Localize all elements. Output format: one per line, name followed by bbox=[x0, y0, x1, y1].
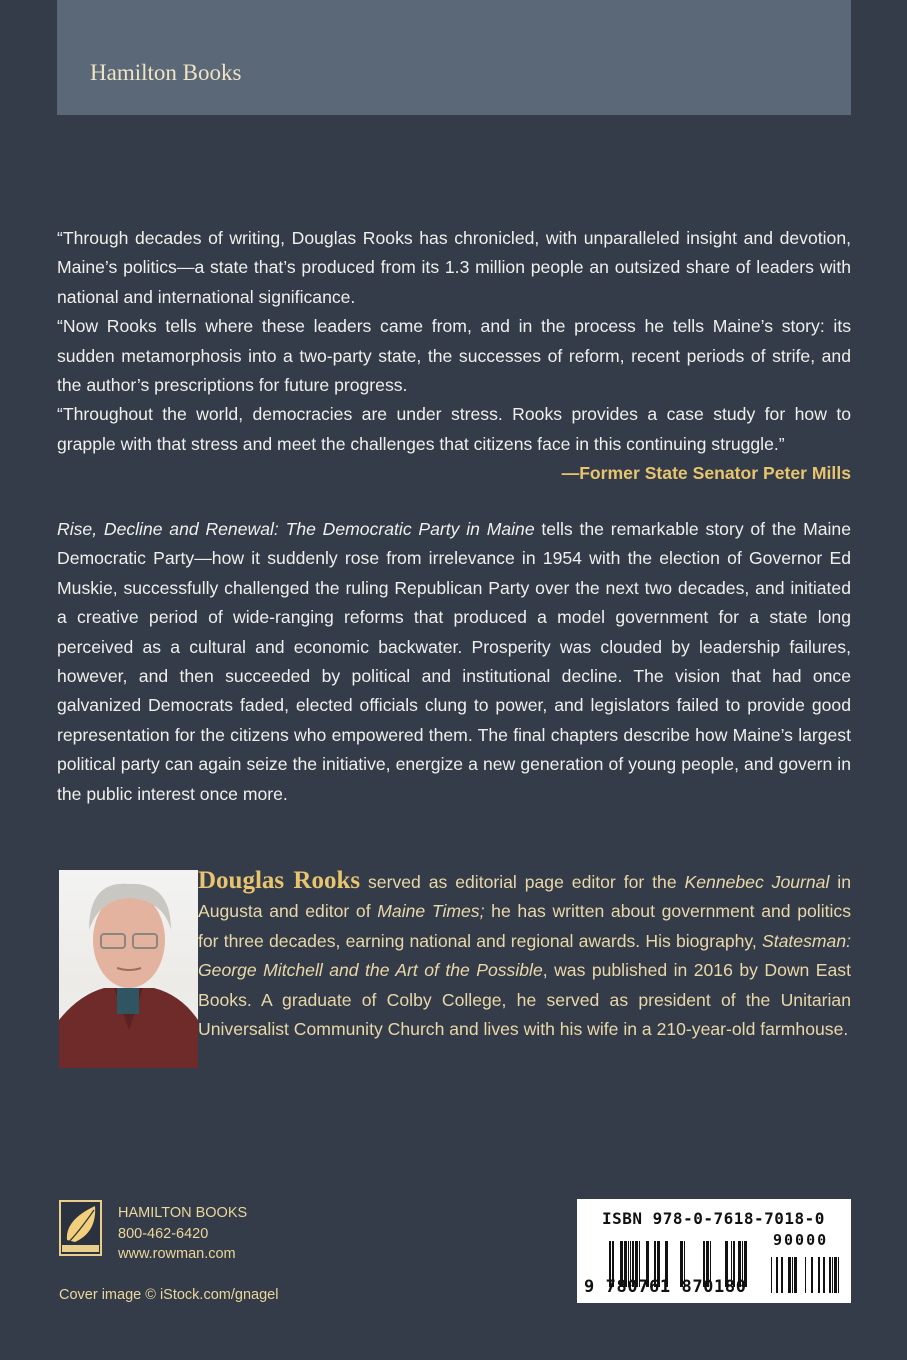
publisher-name: HAMILTON BOOKS bbox=[118, 1205, 248, 1221]
barcode-bar bbox=[794, 1257, 797, 1293]
isbn-barcode bbox=[577, 1199, 851, 1303]
author-bio bbox=[198, 866, 851, 1044]
bio-italic: Statesman: George Mitchell and the Art of the Possible bbox=[198, 930, 851, 981]
book-description bbox=[57, 515, 851, 809]
quote: “Throughout the world, democracies are under stress. Rooks provides a case study for how to grapple with that stress and meet the challenges that citizens face in this continuing struggle.” bbox=[57, 404, 851, 454]
top-banner bbox=[57, 0, 851, 115]
quote: “Through decades of writing, Douglas Rooks has chronicled, with unparalleled insight and devotion, Maine’s politics—a state that’s produced from its 1.3 million people an outsized share of leaders with national and international significance. bbox=[57, 228, 851, 307]
author-name: Douglas Rooks bbox=[198, 867, 361, 894]
barcode-bar bbox=[838, 1257, 839, 1293]
publisher-phone: 800-462-6420 bbox=[118, 1225, 209, 1242]
publisher-url: www.rowman.com bbox=[118, 1246, 236, 1262]
barcode-bar bbox=[834, 1257, 837, 1293]
barcode-bar bbox=[788, 1257, 791, 1293]
book-title: Rise, Decline and Renewal: The Democratic Party in Maine bbox=[57, 519, 535, 539]
bio-text: in Augusta and editor of bbox=[198, 872, 851, 922]
hamilton-leaf-logo-icon bbox=[59, 1200, 102, 1256]
author-photo bbox=[59, 870, 198, 1068]
barcode-bar bbox=[823, 1257, 825, 1293]
barcode-bar bbox=[805, 1257, 806, 1293]
cover-image-credit: Cover image © iStock.com/gnagel bbox=[59, 1287, 279, 1303]
publisher-title: Hamilton Books bbox=[90, 60, 242, 85]
ean-number: 9 780761 870180 bbox=[584, 1277, 747, 1297]
barcode-bar bbox=[818, 1257, 820, 1293]
bio-text: , was published in 2016 by Down East Books. A graduate of Colby College, he served as president of the Unitarian Universalist Community Church and lives with his wife in a 210-year-old farmhouse. bbox=[198, 960, 851, 1040]
barcode-bar bbox=[811, 1257, 813, 1293]
endorsement-quotes bbox=[57, 224, 851, 489]
barcode-bar bbox=[771, 1257, 772, 1293]
price-code: 90000 bbox=[773, 1231, 829, 1249]
bio-italic: Maine Times; bbox=[377, 901, 485, 922]
barcode-bar bbox=[792, 1257, 793, 1293]
barcode-bar bbox=[776, 1257, 778, 1293]
quote: “Now Rooks tells where these leaders came from, and in the process he tells Maine’s story: its sudden metamorphosis into a two-party state, the successes of reform, recent periods of strife, and the author’s prescriptions for future progress. bbox=[57, 316, 851, 396]
bio-italic: Kennebec Journal bbox=[684, 872, 830, 892]
barcode-bar bbox=[832, 1257, 833, 1293]
bio-text: he has written about government and politics for three decades, earning national and regional awards. His biography, bbox=[198, 901, 851, 951]
bio-text: served as editorial page editor for the bbox=[360, 872, 685, 892]
quote-attribution: —Former State Senator Peter Mills bbox=[561, 463, 851, 484]
barcode-bar bbox=[829, 1257, 831, 1293]
isbn-text: ISBN 978-0-7618-7018-0 bbox=[602, 1209, 825, 1228]
description-body: tells the remarkable story of the Maine Democratic Party—how it suddenly rose from irrelevance in 1954 with the election of Governor Ed Muskie, successfully challenged the ruling Republican Party over the next two decades, and initiated a creative period of wide-ranging reforms that produced a model government for a state long perceived as a cultural and economic backwater. Prosperity was clouded by leadership failures, however, and then succeeded by political and institutional decline. The vision that had once galvanized Democrats faded, elected officials clung to power, and legislators failed to provide good representation for the citizens who empowered them. The final chapters describe how Maine’s largest political party can again seize the initiative, energize a new generation of young people, and govern in the public interest once more. bbox=[57, 519, 852, 804]
barcode-bar bbox=[781, 1257, 783, 1293]
publisher-contact bbox=[118, 1203, 247, 1265]
